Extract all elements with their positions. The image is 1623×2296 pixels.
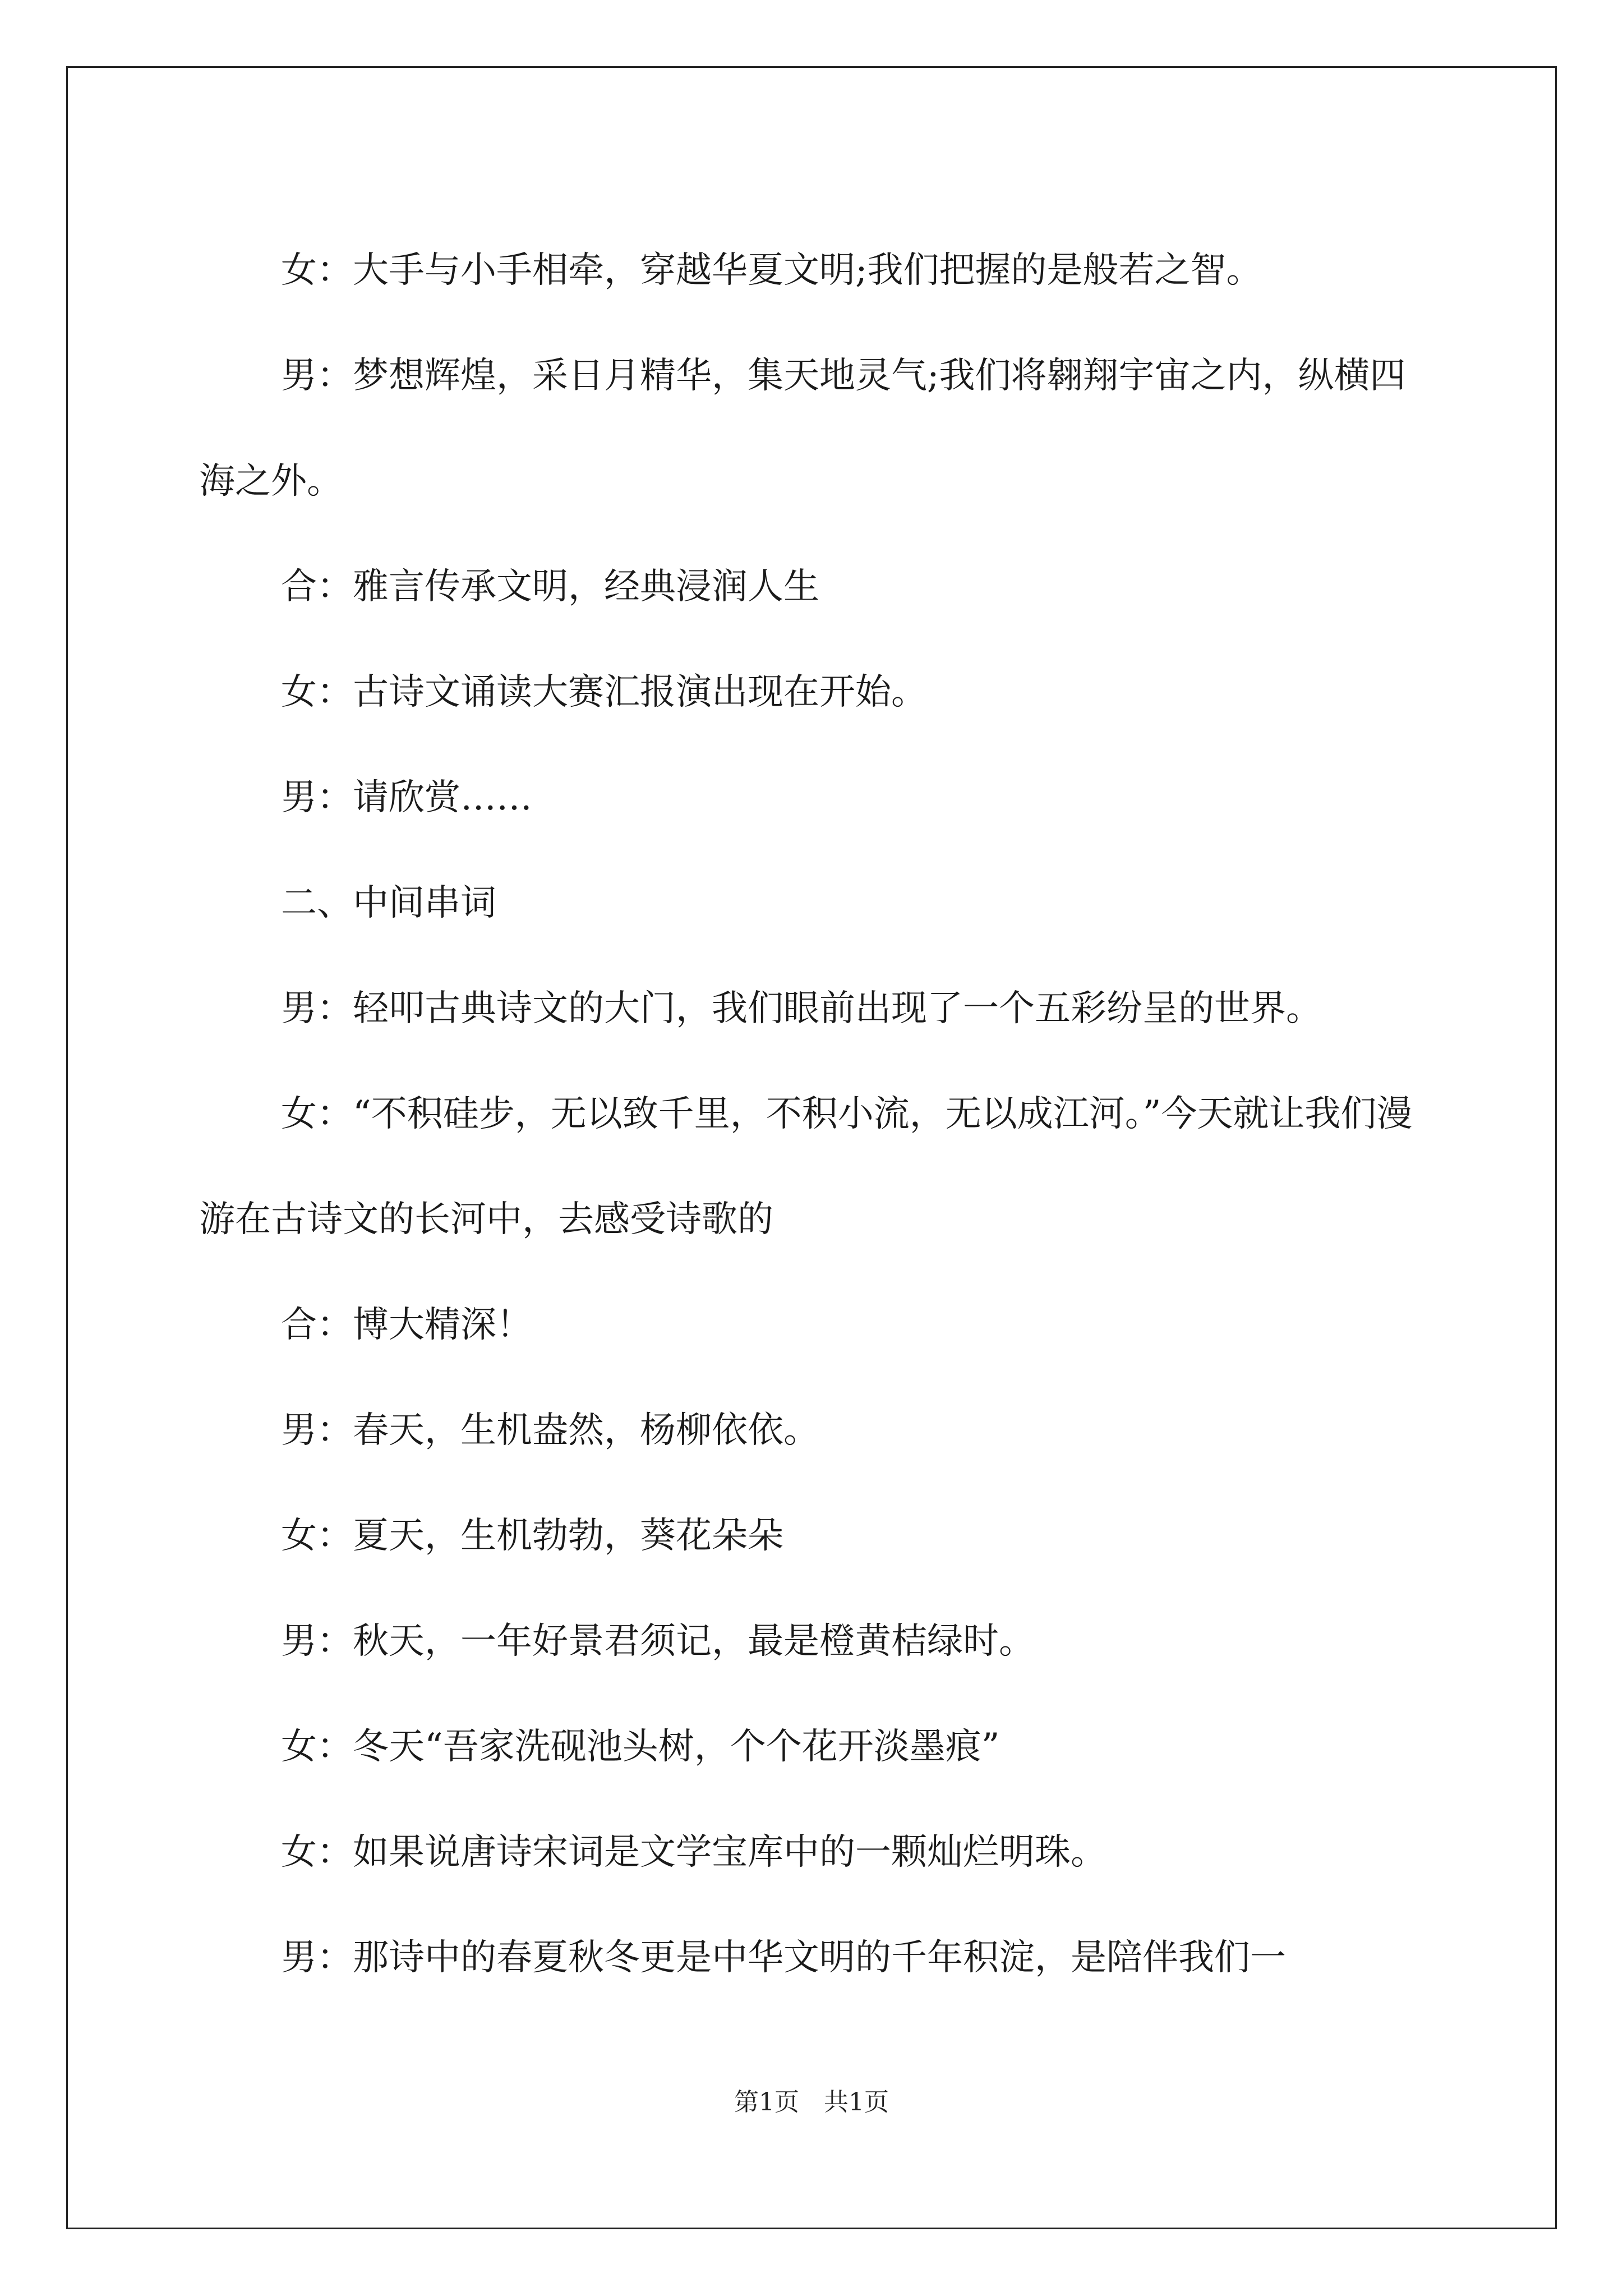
- page-number-footer: 第1页 共1页: [734, 2088, 889, 2116]
- paragraph: 男：秋天，一年好景君须记，最是橙黄桔绿时。: [281, 1621, 1035, 1662]
- paragraph: 女：夏天，生机勃勃，葵花朵朵: [281, 1515, 783, 1557]
- paragraph: 合：雅言传承文明，经典浸润人生: [281, 566, 819, 608]
- paragraph: 女：如果说唐诗宋词是文学宝库中的一颗灿烂明珠。: [281, 1832, 1106, 1873]
- paragraph: 合：博大精深！: [281, 1304, 532, 1346]
- paragraph: 女：大手与小手相牵，穿越华夏文明;我们把握的是般若之智。: [281, 250, 1262, 291]
- paragraph: 男：轻叩古典诗文的大门，我们眼前出现了一个五彩纷呈的世界。: [281, 988, 1322, 1029]
- document-body: [199, 218, 1427, 2010]
- paragraph: 女：“不积硅步，无以致千里，不积小流，无以成江河。”今天就让我们漫游在古诗文的长河中，去感受诗歌的: [199, 1093, 1413, 1240]
- paragraph: 男：请欣赏……: [281, 777, 532, 818]
- paragraph: 女：冬天“吾家洗砚池头树，个个花开淡墨痕”: [281, 1726, 1000, 1768]
- section-heading: 二、中间串词: [281, 882, 496, 924]
- paragraph: 男：那诗中的春夏秋冬更是中华文明的千年积淀，是陪伴我们一: [281, 1937, 1286, 1978]
- paragraph: 男：春天，生机盎然，杨柳依依。: [281, 1410, 819, 1451]
- paragraph: 男：梦想辉煌，采日月精华，集天地灵气;我们将翱翔宇宙之内，纵横四海之外。: [199, 355, 1406, 502]
- paragraph: 女：古诗文诵读大赛汇报演出现在开始。: [281, 671, 927, 713]
